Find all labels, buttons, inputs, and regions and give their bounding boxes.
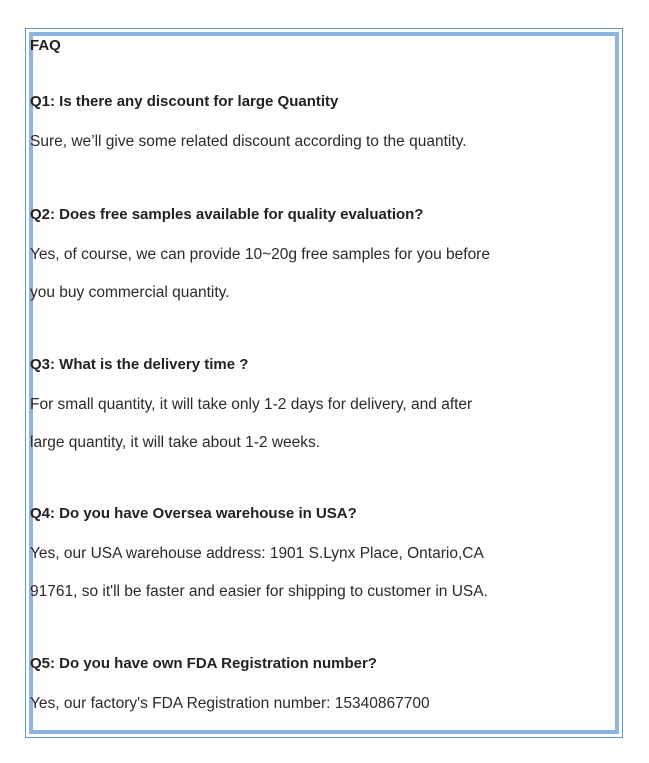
faq-item-q3	[30, 355, 600, 461]
faq-question-q4: Q4: Do you have Oversea warehouse in USA?	[30, 505, 357, 522]
faq-answer-q4	[30, 535, 600, 610]
faq-question-q1: Q1: Is there any discount for large Quantity	[30, 93, 339, 110]
faq-question-q3: Q3: What is the delivery time ?	[30, 356, 249, 373]
faq-item-q4	[30, 504, 600, 610]
faq-title: FAQ	[30, 37, 61, 54]
faq-answer-q2	[30, 236, 600, 311]
faq-answer-line: 91761, so it'll be faster and easier for shipping to customer in USA.	[30, 582, 488, 600]
faq-item-q1	[30, 92, 600, 161]
faq-answer-line: Yes, our factory's FDA Registration number: 15340867700	[30, 695, 430, 712]
faq-answer-line: For small quantity, it will take only 1-2 days for delivery, and after	[30, 396, 473, 413]
faq-item-q5	[30, 654, 600, 723]
faq-question-q2: Q2: Does free samples available for quality evaluation?	[30, 206, 424, 223]
faq-question-q5: Q5: Do you have own FDA Registration number?	[30, 655, 377, 672]
faq-answer-line: Yes, our USA warehouse address: 1901 S.Lynx Place, Ontario,CA	[30, 545, 484, 562]
faq-answer-line: large quantity, it will take about 1-2 weeks.	[30, 433, 321, 451]
faq-answer-q3	[30, 386, 600, 461]
faq-item-q2	[30, 205, 600, 311]
faq-answer-q1	[30, 123, 600, 161]
faq-answer-line: Sure, we’ll give some related discount according to the quantity.	[30, 133, 467, 150]
faq-answer-line: Yes, of course, we can provide 10~20g free samples for you before	[30, 246, 490, 263]
faq-answer-line: you buy commercial quantity.	[30, 283, 230, 301]
faq-answer-q5	[30, 685, 600, 723]
